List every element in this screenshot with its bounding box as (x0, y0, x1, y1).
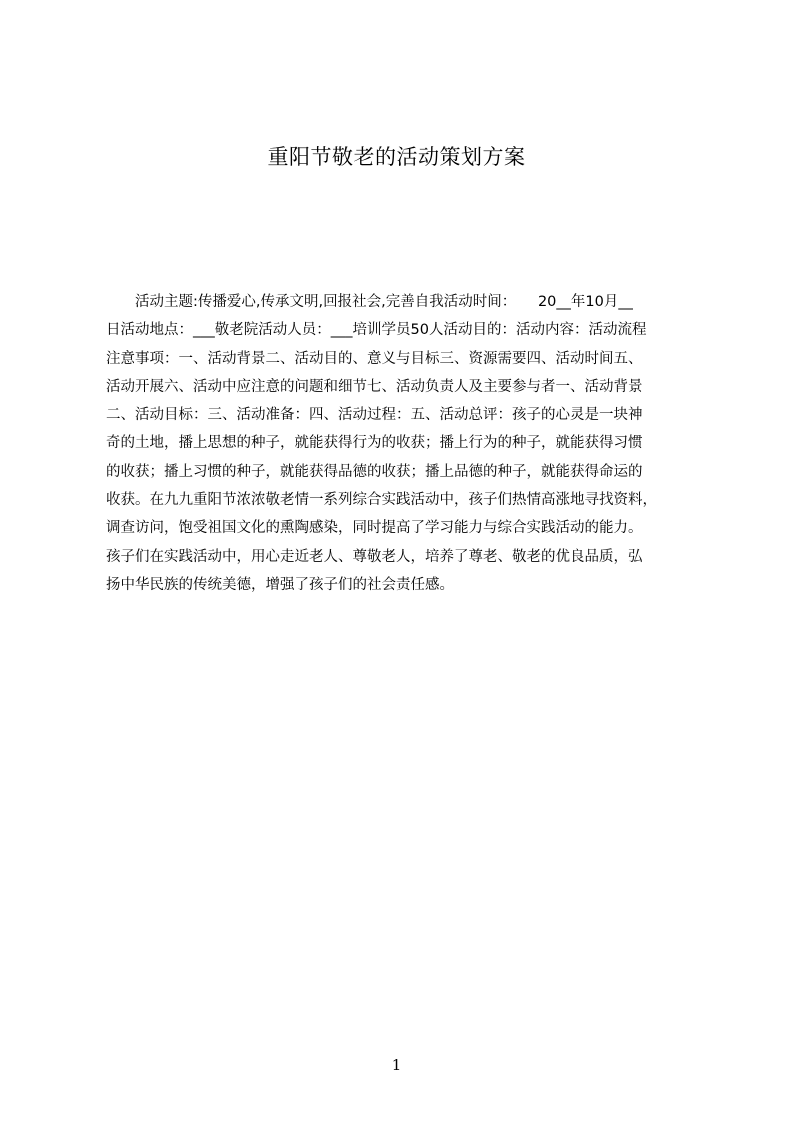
body-paragraph (106, 288, 698, 599)
text-line: 二、活动目标：三、活动准备：四、活动过程：五、活动总评：孩子的心灵是一块神 (106, 407, 643, 424)
text-line: 活动开展六、活动中应注意的问题和细节七、活动负责人及主要参与者一、活动背景 (106, 378, 643, 395)
text-line: 扬中华民族的传统美德，增强了孩子们的社会责任感。 (106, 576, 454, 593)
text-line: 收获。在九九重阳节浓浓敬老情一系列综合实践活动中，孩子们热情高涨地寻找资料， (106, 492, 657, 509)
text-line: 日活动地点：___敬老院活动人员：___培训学员50人活动目的：活动内容：活动流程 (106, 322, 647, 339)
text-line: 调查访问，饱受祖国文化的熏陶感染，同时提高了学习能力与综合实践活动的能力。 (106, 520, 643, 537)
text-line: 孩子们在实践活动中，用心走近老人、尊敬老人，培养了尊老、敬老的优良品质，弘 (106, 548, 643, 565)
page-number: 1 (391, 1056, 402, 1074)
text-line: 活动主题:传播爱心,传承文明,回报社会,完善自我活动时间： 20__年10月__ (106, 294, 633, 310)
text-line: 的收获；播上习惯的种子，就能获得品德的收获；播上品德的种子，就能获得命运的 (106, 463, 643, 480)
text-line: 奇的土地，播上思想的种子，就能获得行为的收获；播上行为的种子，就能获得习惯 (106, 435, 643, 452)
document-title: 重阳节敬老的活动策划方案 (267, 145, 526, 169)
text-line: 注意事项：一、活动背景二、活动目的、意义与目标三、资源需要四、活动时间五、 (106, 350, 643, 367)
